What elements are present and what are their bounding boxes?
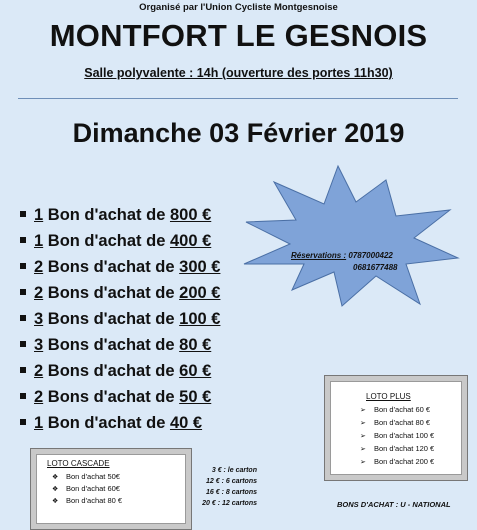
loto-plus-item (360, 431, 434, 444)
arrow-bullet-icon: ➢ (360, 459, 366, 466)
arrow-bullet-icon: ➢ (360, 446, 366, 453)
prize-amount: 200 € (179, 284, 221, 302)
bullet-icon (20, 263, 26, 269)
prize-count: 1 (34, 232, 44, 250)
arrow-bullet-icon: ➢ (360, 420, 366, 427)
prize-item (20, 232, 220, 258)
diamond-bullet-icon: ❖ (52, 486, 59, 493)
prize-text: Bons d'achat de (43, 336, 180, 354)
loto-plus-item (360, 405, 434, 418)
prize-text: Bons d'achat de (43, 362, 180, 380)
prize-text: Bons d'achat de (43, 258, 180, 276)
loto-cascade-title: LOTO CASCADE (47, 459, 110, 468)
prize-list (20, 206, 220, 440)
loto-plus-list (360, 405, 434, 470)
prize-item (20, 362, 220, 388)
loto-plus-title: LOTO PLUS (366, 392, 411, 401)
bullet-icon (20, 315, 26, 321)
bullet-icon (20, 393, 26, 399)
loto-cascade-item (52, 496, 122, 508)
prize-amount: 300 € (179, 258, 221, 276)
diamond-bullet-icon: ❖ (52, 474, 59, 481)
prize-count: 2 (34, 284, 44, 302)
carton-price-item: 3 € : le carton (211, 467, 257, 474)
loto-cascade-item-text: Bon d'achat 80 € (66, 496, 123, 505)
bullet-icon (20, 367, 26, 373)
bons-achat-footer: BONS D'ACHAT : U - NATIONAL (337, 500, 451, 509)
prize-item (20, 284, 220, 310)
bullet-icon (20, 419, 26, 425)
bullet-icon (20, 237, 26, 243)
prize-amount: 100 € (179, 310, 221, 328)
prize-amount: 40 € (169, 414, 203, 432)
prize-amount: 60 € (179, 362, 212, 380)
loto-cascade-item-text: Bon d'achat 60€ (66, 484, 120, 493)
divider-line (18, 98, 458, 99)
carton-prices (193, 467, 257, 511)
starburst-shape (244, 166, 458, 306)
phone-1: 0787000422 (348, 251, 393, 260)
loto-plus-item-text: Bon d'achat 200 € (374, 457, 435, 466)
organizer-line: Organisé par l'Union Cycliste Montgesnoise (139, 2, 338, 13)
prize-text: Bon d'achat de (43, 206, 170, 224)
prize-text: Bon d'achat de (43, 414, 170, 432)
carton-price-item: 20 € : 12 cartons (202, 500, 257, 507)
reservations-block (291, 250, 398, 273)
prize-amount: 400 € (169, 232, 212, 250)
carton-price-item: 12 € : 6 cartons (206, 478, 257, 485)
bullet-icon (20, 341, 26, 347)
prize-item (20, 310, 220, 336)
prize-count: 2 (34, 258, 44, 276)
arrow-bullet-icon: ➢ (360, 433, 366, 440)
loto-plus-item-text: Bon d'achat 60 € (374, 405, 431, 414)
prize-item (20, 258, 220, 284)
prize-count: 1 (34, 414, 44, 432)
arrow-bullet-icon: ➢ (360, 407, 366, 414)
prize-item (20, 388, 220, 414)
event-place-title: MONTFORT LE GESNOIS (49, 18, 428, 53)
loto-plus-item (360, 418, 434, 431)
loto-plus-item (360, 457, 434, 470)
prize-text: Bons d'achat de (43, 388, 180, 406)
prize-item (20, 414, 220, 440)
loto-plus-item-text: Bon d'achat 100 € (374, 431, 435, 440)
prize-count: 3 (34, 310, 44, 328)
bullet-icon (20, 289, 26, 295)
prize-count: 2 (34, 388, 44, 406)
venue-hours: Salle polyvalente : 14h (ouverture des portes 11h30) (84, 66, 393, 80)
loto-cascade-item (52, 484, 122, 496)
prize-text: Bons d'achat de (43, 310, 180, 328)
prize-text: Bon d'achat de (43, 232, 170, 250)
prize-amount: 800 € (169, 206, 212, 224)
prize-item (20, 336, 220, 362)
prize-amount: 80 € (179, 336, 212, 354)
loto-plus-item-text: Bon d'achat 80 € (374, 418, 431, 427)
prize-item (20, 206, 220, 232)
prize-count: 3 (34, 336, 44, 354)
loto-plus-item-text: Bon d'achat 120 € (374, 444, 435, 453)
event-date: Dimanche 03 Février 2019 (72, 118, 405, 148)
loto-cascade-item-text: Bon d'achat 50€ (66, 472, 120, 481)
prize-amount: 50 € (179, 388, 212, 406)
reservations-label: Réservations : (291, 251, 347, 260)
bullet-icon (20, 211, 26, 217)
diamond-bullet-icon: ❖ (52, 498, 59, 505)
loto-cascade-list (52, 472, 122, 508)
starburst-icon (238, 160, 460, 308)
reservations-line-1 (291, 250, 398, 262)
phone-2: 0681677488 (353, 262, 398, 272)
loto-cascade-item (52, 472, 122, 484)
prize-count: 1 (34, 206, 44, 224)
carton-price-item: 16 € : 8 cartons (206, 489, 257, 496)
prize-text: Bons d'achat de (43, 284, 180, 302)
prize-count: 2 (34, 362, 44, 380)
loto-plus-item (360, 444, 434, 457)
